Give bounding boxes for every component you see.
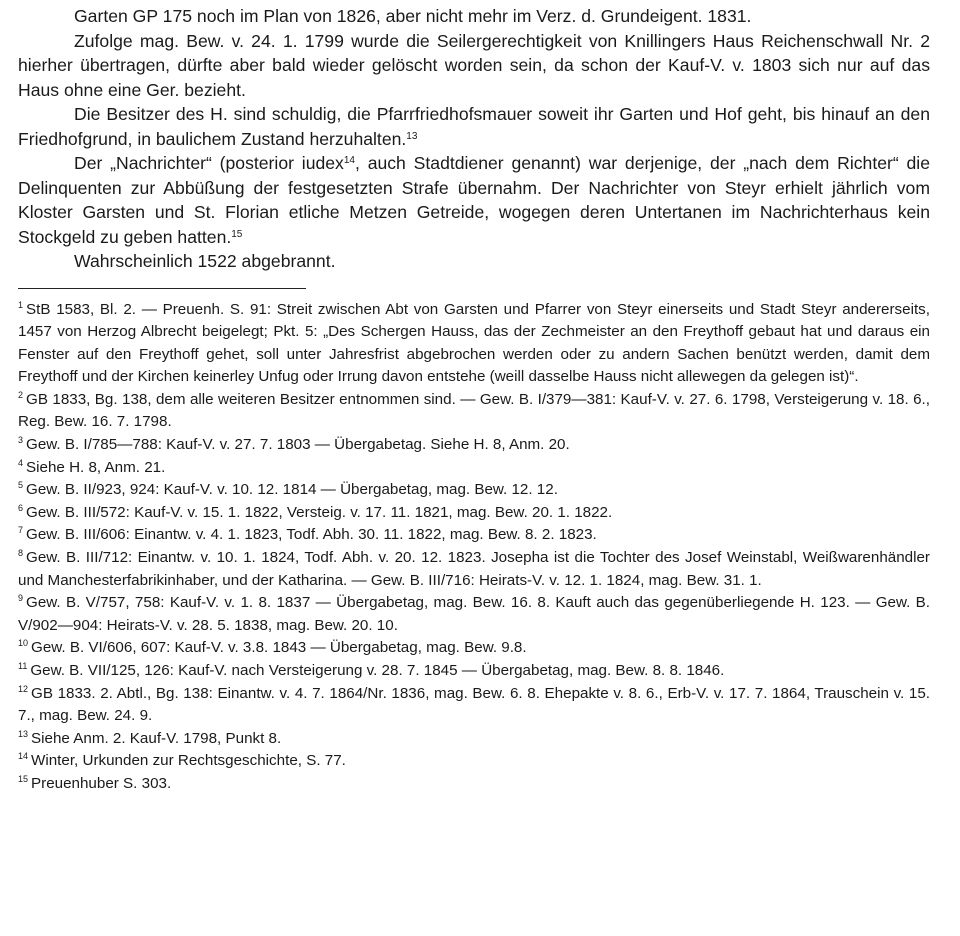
footnotes [18,299,930,796]
footnote-3 [18,434,930,457]
paragraph-text: Der „Nachrichter“ (posterior iudex [74,153,344,173]
paragraph-5 [18,249,930,274]
footnote-number: 2 [18,389,24,400]
footnote-13 [18,728,930,751]
paragraph-2 [18,29,930,103]
footnote-text: Gew. B. VII/125, 126: Kauf-V. nach Versteigerung v. 28. 7. 1845 — Übergabetag, mag. Bew. 8. 8. 1846. [30,662,725,679]
footnote-ref[interactable]: 13 [406,130,418,142]
footnote-ref[interactable]: 14 [343,155,355,166]
footnote-text: GB 1833. 2. Abtl., Bg. 138: Einantw. v. 4. 7. 1864/Nr. 1836, mag. Bew. 6. 8. Ehepakte v. 8. 6., Erb-V. v. 17. 7. 1864, Trauschein v. 15. 7., mag. Bew. 24. 9. [18,684,930,725]
footnote-7 [18,524,930,547]
footnote-number: 13 [18,728,29,739]
footnote-text: Gew. B. V/757, 758: Kauf-V. v. 1. 8. 1837 — Übergabetag, mag. Bew. 16. 8. Kauft auch das gegenüberliegende H. 123. — Gew. B. V/902—904: Heirats-V. v. 28. 5. 1838, mag. Bew. 20. 10. [18,594,930,634]
paragraph-3 [18,102,930,151]
footnote-10 [18,637,930,660]
footnote-number: 5 [18,480,24,491]
footnote-number: 15 [18,773,29,784]
footnote-number: 11 [18,661,28,671]
footnote-number: 8 [18,548,24,559]
footnote-11 [18,660,930,683]
paragraph-text: , auch Stadtdiener genannt) war derjenige, der „nach dem Richter“ die Delinquenten zur Abbüßung der festgesetzten Strafe übernahm. Der Nachrichter von Steyr erhielt jährlich vom Kloster Garsten und St. Florian etliche Metzen Getreide, wogegen deren Untertanen im Nachrichterhaus kein Stockgeld zu geben hatten. [18,153,931,247]
paragraph-text: Garten GP 175 noch im Plan von 1826, aber nicht mehr im Verz. d. Grundeigent. 1831. [74,6,752,26]
footnote-text: GB 1833, Bg. 138, dem alle weiteren Besitzer entnommen sind. — Gew. B. I/379—381: Kauf-V. v. 27. 6. 1798, Versteigerung v. 18. 6., Reg. Bew. 16. 7. 1798. [18,390,930,431]
paragraph-4 [18,151,930,249]
footnote-text: StB 1583, Bl. 2. — Preuenh. S. 91: Streit zwischen Abt von Garsten und Pfarrer von Steyr einerseits und Stadt Steyr andererseits, 1457 von Herzog Albrecht beigelegt; Pkt. 5: „Des Schergen Hauss, das der Zechmeister an den Freythoff gebaut hat und daraus ein Fenster auf den Freythoff gehet, soll unter Jahresfrist abgebrochen werden oder zu andern Sachen benützt werden, damit dem Freythoff und der Kirchen keinerley Unfug oder Irrung davon entstehe (weill dasselbe Hauss nicht allewegen da gelegen ist)“. [18,300,930,386]
footnote-number: 3 [18,435,24,446]
document-page [18,4,930,796]
footnote-number: 1 [18,299,24,310]
paragraph-text: Die Besitzer des H. sind schuldig, die Pfarrfriedhofsmauer soweit ihr Garten und Hof geht, bis hinauf an den Friedhofgrund, in baulichem Zustand herzuhalten. [18,104,930,149]
paragraph-text: Zufolge mag. Bew. v. 24. 1. 1799 wurde die Seilergerechtigkeit von Knillingers Haus Reichenschwall Nr. 2 hierher übertragen, dürfte aber bald wieder gelöscht worden sein, da schon der Kauf-V. v. 1803 sich nur auf das Haus ohne eine Ger. bezieht. [18,30,930,100]
footnote-number: 4 [18,457,24,468]
footnote-number: 12 [18,683,29,694]
footnote-8 [18,547,930,592]
footnote-text: Gew. B. III/572: Kauf-V. v. 15. 1. 1822, Versteig. v. 17. 11. 1821, mag. Bew. 20. 1. 1822. [26,503,613,521]
footnote-text: Preuenhuber S. 303. [31,774,172,792]
footnote-text: Siehe Anm. 2. Kauf-V. 1798, Punkt 8. [31,729,282,747]
footnote-12 [18,683,930,728]
footnote-ref[interactable]: 15 [231,228,243,240]
paragraph-1 [18,4,930,29]
footnote-2 [18,389,930,434]
footnote-number: 14 [18,751,29,762]
footnote-number: 6 [18,502,24,513]
footnote-text: Gew. B. III/606: Einantw. v. 4. 1. 1823, Todf. Abh. 30. 11. 1822, mag. Bew. 8. 2. 1823. [26,526,597,544]
footnote-5 [18,479,930,502]
footnote-text: Gew. B. VI/606, 607: Kauf-V. v. 3.8. 1843 — Übergabetag, mag. Bew. 9.8. [31,639,527,657]
footnote-text: Winter, Urkunden zur Rechtsgeschichte, S. 77. [31,752,346,770]
footnote-number: 7 [18,525,24,536]
footnote-number: 10 [18,638,29,649]
footnote-text: Gew. B. III/712: Einantw. v. 10. 1. 1824, Todf. Abh. v. 20. 12. 1823. Josepha ist die Tochter des Josef Weinstabl, Weißwarenhändler und Manchesterfabrikinhaber, und der Katharina. — Gew. B. III/716: Heirats-V. v. 12. 1. 1824, mag. Bew. 31. 1. [18,549,930,589]
paragraph-text: Wahrscheinlich 1522 abgebrannt. [74,251,336,271]
footnote-4 [18,457,930,480]
footnote-text: Gew. B. I/785—788: Kauf-V. v. 27. 7. 1803 — Übergabetag. Siehe H. 8, Anm. 20. [26,436,570,454]
footnote-6 [18,502,930,525]
footnote-14 [18,750,930,773]
footnote-number: 9 [18,593,24,604]
footnote-15 [18,773,930,796]
footnote-text: Siehe H. 8, Anm. 21. [26,458,166,476]
footnote-1 [18,299,930,389]
body-text [18,4,930,274]
footnote-9 [18,592,930,637]
footnote-separator [18,288,306,289]
footnote-text: Gew. B. II/923, 924: Kauf-V. v. 10. 12. 1814 — Übergabetag, mag. Bew. 12. 12. [26,481,558,499]
